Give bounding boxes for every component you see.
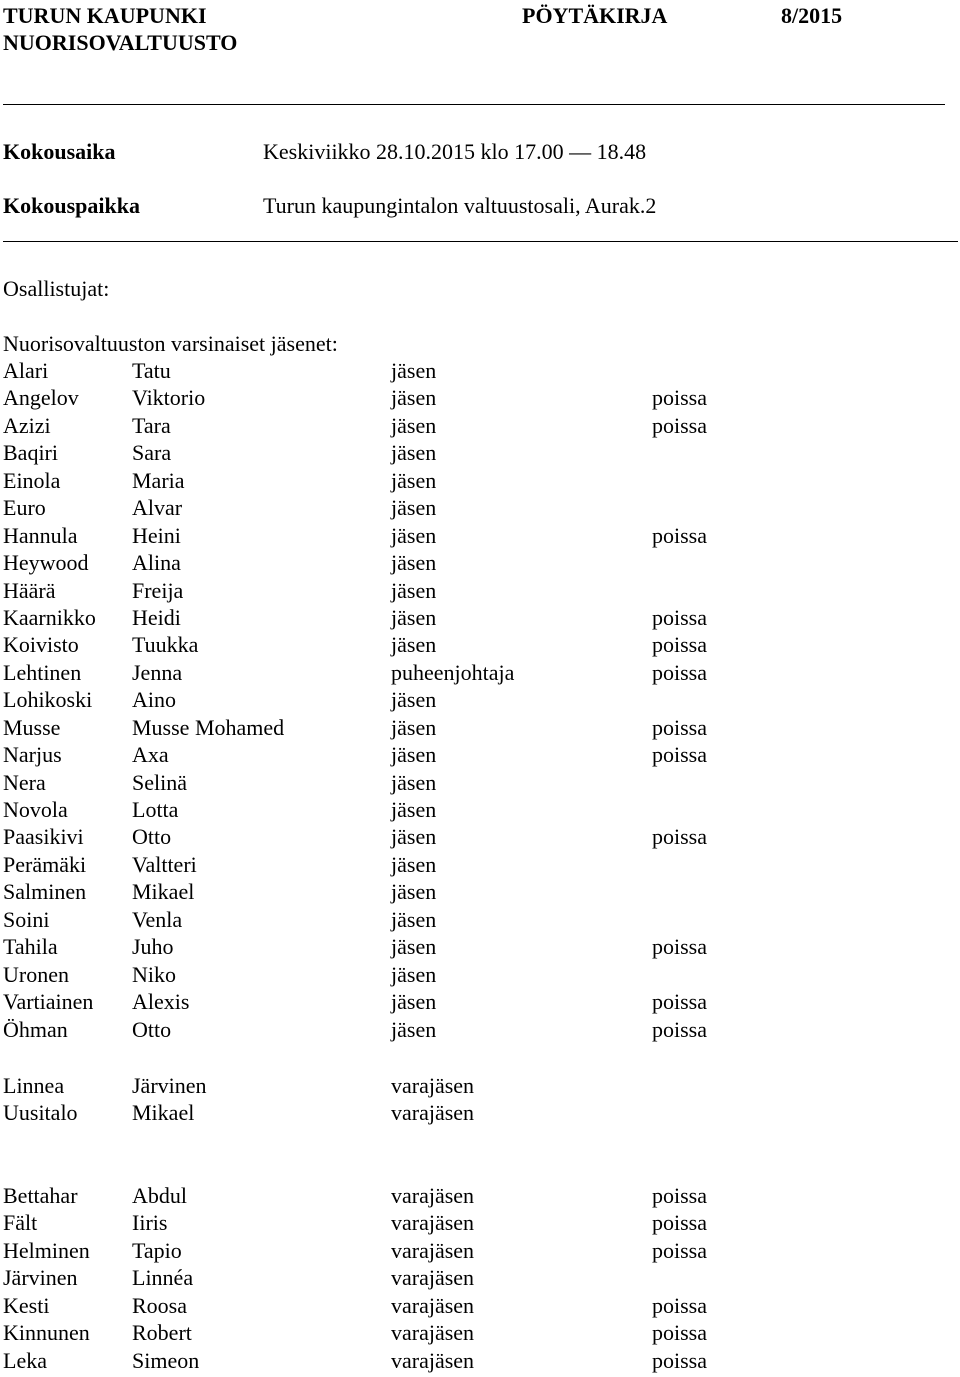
last-name: Einola: [3, 467, 61, 493]
role: jäsen: [391, 906, 437, 932]
last-name: Häärä: [3, 577, 56, 603]
first-name: Alexis: [132, 989, 190, 1015]
list-item: [3, 1347, 943, 1374]
members-list: [3, 357, 943, 1043]
last-name: Alari: [3, 358, 49, 383]
last-name: Narjus: [3, 742, 62, 768]
list-item: [3, 878, 943, 905]
role: jäsen: [391, 604, 437, 630]
last-name: Kaarnikko: [3, 604, 96, 630]
org-name: TURUN KAUPUNKI: [3, 3, 207, 28]
last-name: Järvinen: [3, 1265, 78, 1291]
last-name: Uusitalo: [3, 1100, 78, 1126]
last-name: Linnea: [3, 1073, 65, 1098]
last-name: Perämäki: [3, 851, 87, 877]
list-item: [3, 851, 943, 878]
list-item: [3, 1099, 943, 1126]
last-name: Musse: [3, 714, 61, 740]
role: varajäsen: [391, 1292, 475, 1318]
status: poissa: [652, 632, 707, 658]
first-name: Tapio: [132, 1237, 182, 1263]
list-item: [3, 933, 943, 960]
list-item: [3, 522, 943, 549]
last-name: Angelov: [3, 385, 79, 411]
role: puheenjohtaja: [391, 659, 515, 685]
last-name: Hannula: [3, 522, 78, 548]
first-name: Mikael: [132, 1100, 195, 1126]
first-name: Järvinen: [132, 1073, 207, 1098]
last-name: Salminen: [3, 879, 87, 905]
role: jäsen: [391, 742, 437, 768]
role: varajäsen: [391, 1320, 475, 1346]
role: jäsen: [391, 467, 437, 493]
role: jäsen: [391, 687, 437, 713]
status: poissa: [652, 714, 707, 740]
status: poissa: [652, 742, 707, 768]
list-item: [3, 988, 943, 1015]
last-name: Tahila: [3, 934, 58, 960]
last-name: Baqiri: [3, 440, 58, 466]
last-name: Soini: [3, 906, 50, 932]
meeting-time-value: Keskiviikko 28.10.2015 klo 17.00 — 18.48: [263, 139, 647, 164]
status: poissa: [652, 412, 707, 438]
list-item: [3, 1016, 943, 1043]
first-name: Iiris: [132, 1210, 168, 1236]
list-item: [3, 549, 943, 576]
first-name: Alina: [132, 550, 181, 576]
list-item: [3, 714, 943, 741]
first-name: Aino: [132, 687, 176, 713]
role: jäsen: [391, 577, 437, 603]
first-name: Viktorio: [132, 385, 206, 411]
role: jäsen: [391, 824, 437, 850]
last-name: Bettahar: [3, 1183, 78, 1208]
status: poissa: [652, 1320, 707, 1346]
role: jäsen: [391, 440, 437, 466]
list-item: [3, 906, 943, 933]
status: poissa: [652, 1292, 707, 1318]
first-name: Heidi: [132, 604, 181, 630]
list-item: [3, 494, 943, 521]
status: poissa: [652, 824, 707, 850]
list-item: [3, 961, 943, 988]
substitutes-other-list: [3, 1182, 943, 1374]
first-name: Tara: [132, 412, 171, 438]
first-name: Robert: [132, 1320, 192, 1346]
role: varajäsen: [391, 1183, 475, 1208]
last-name: Nera: [3, 769, 46, 795]
list-item: [3, 604, 943, 631]
first-name: Alvar: [132, 495, 183, 521]
header-org-block: [3, 2, 237, 56]
list-item: [3, 823, 943, 850]
divider-bottom: [3, 241, 958, 242]
status: poissa: [652, 1347, 707, 1373]
first-name: Lotta: [132, 797, 179, 822]
list-item: [3, 1292, 943, 1319]
meeting-place-value: Turun kaupungintalon valtuustosali, Aurak.2: [263, 193, 657, 218]
divider-top: [3, 104, 945, 105]
role: varajäsen: [391, 1237, 475, 1263]
first-name: Venla: [132, 906, 183, 932]
status: poissa: [652, 989, 707, 1015]
first-name: Valtteri: [132, 851, 197, 877]
first-name: Sara: [132, 440, 172, 466]
unit-name: NUORISOVALTUUSTO: [3, 30, 238, 55]
role: jäsen: [391, 769, 437, 795]
members-title: Nuorisovaltuuston varsinaiset jäsenet:: [3, 331, 338, 356]
first-name: Linnéa: [132, 1265, 194, 1291]
first-name: Heini: [132, 522, 181, 548]
role: jäsen: [391, 522, 437, 548]
list-item: [3, 1319, 943, 1346]
first-name: Jenna: [132, 659, 183, 685]
last-name: Vartiainen: [3, 989, 94, 1015]
status: poissa: [652, 385, 707, 411]
list-item: [3, 741, 943, 768]
last-name: Lehtinen: [3, 659, 82, 685]
role: jäsen: [391, 714, 437, 740]
last-name: Helminen: [3, 1237, 90, 1263]
last-name: Novola: [3, 797, 68, 822]
first-name: Tuukka: [132, 632, 199, 658]
role: jäsen: [391, 851, 437, 877]
first-name: Freija: [132, 577, 184, 603]
list-item: [3, 631, 943, 658]
list-item: [3, 1072, 943, 1099]
last-name: Euro: [3, 495, 46, 521]
last-name: Leka: [3, 1347, 47, 1373]
first-name: Roosa: [132, 1292, 187, 1318]
role: jäsen: [391, 632, 437, 658]
first-name: Tatu: [132, 358, 171, 383]
list-item: [3, 577, 943, 604]
last-name: Koivisto: [3, 632, 79, 658]
first-name: Axa: [132, 742, 169, 768]
participants-title: Osallistujat:: [3, 276, 110, 301]
role: jäsen: [391, 495, 437, 521]
last-name: Lohikoski: [3, 687, 93, 713]
doc-number: 8/2015: [781, 3, 843, 28]
status: poissa: [652, 1183, 707, 1208]
first-name: Mikael: [132, 879, 195, 905]
list-item: [3, 686, 943, 713]
status: poissa: [652, 934, 707, 960]
role: jäsen: [391, 879, 437, 905]
last-name: Heywood: [3, 550, 89, 576]
role: varajäsen: [391, 1265, 475, 1291]
role: jäsen: [391, 961, 437, 987]
role: jäsen: [391, 797, 437, 822]
list-item: [3, 357, 943, 384]
role: jäsen: [391, 989, 437, 1015]
list-item: [3, 1182, 943, 1209]
list-item: [3, 769, 943, 796]
first-name: Otto: [132, 1016, 172, 1042]
role: varajäsen: [391, 1100, 475, 1126]
role: varajäsen: [391, 1347, 475, 1373]
meeting-place-label: Kokouspaikka: [3, 193, 140, 218]
meeting-time-label: Kokousaika: [3, 139, 116, 164]
first-name: Musse Mohamed: [132, 714, 285, 740]
role: jäsen: [391, 385, 437, 411]
status: poissa: [652, 1016, 707, 1042]
list-item: [3, 467, 943, 494]
role: jäsen: [391, 1016, 437, 1042]
first-name: Otto: [132, 824, 172, 850]
role: jäsen: [391, 358, 437, 383]
last-name: Azizi: [3, 412, 51, 438]
role: jäsen: [391, 412, 437, 438]
first-name: Abdul: [132, 1183, 187, 1208]
first-name: Maria: [132, 467, 185, 493]
list-item: [3, 412, 943, 439]
list-item: [3, 796, 943, 823]
status: poissa: [652, 604, 707, 630]
status: poissa: [652, 659, 707, 685]
status: poissa: [652, 1237, 707, 1263]
first-name: Niko: [132, 961, 176, 987]
last-name: Kesti: [3, 1292, 50, 1318]
status: poissa: [652, 522, 707, 548]
list-item: [3, 1209, 943, 1236]
role: jäsen: [391, 550, 437, 576]
list-item: [3, 659, 943, 686]
first-name: Juho: [132, 934, 174, 960]
last-name: Paasikivi: [3, 824, 84, 850]
first-name: Simeon: [132, 1347, 200, 1373]
list-item: [3, 1264, 943, 1291]
list-item: [3, 1237, 943, 1264]
list-item: [3, 384, 943, 411]
list-item: [3, 439, 943, 466]
last-name: Uronen: [3, 961, 69, 987]
last-name: Kinnunen: [3, 1320, 90, 1346]
doc-type: PÖYTÄKIRJA: [522, 3, 668, 28]
last-name: Öhman: [3, 1016, 68, 1042]
first-name: Selinä: [132, 769, 187, 795]
role: varajäsen: [391, 1210, 475, 1236]
role: jäsen: [391, 934, 437, 960]
substitutes-present-list: [3, 1072, 943, 1127]
status: poissa: [652, 1210, 707, 1236]
role: varajäsen: [391, 1073, 475, 1098]
last-name: Fält: [3, 1210, 38, 1236]
